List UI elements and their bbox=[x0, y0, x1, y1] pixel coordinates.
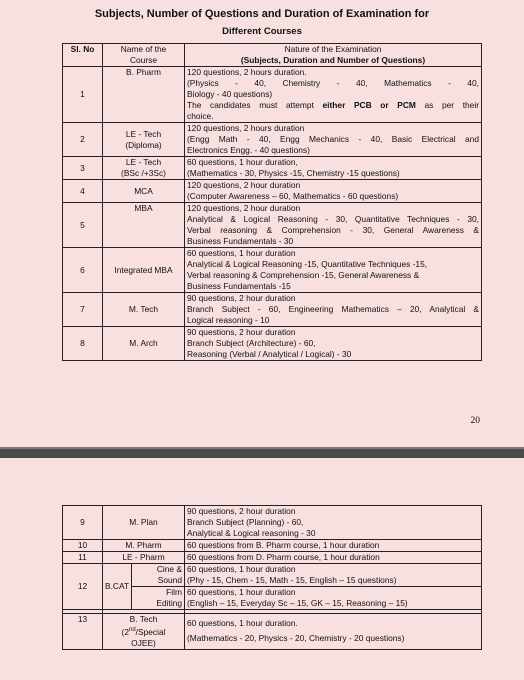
course-name: Integrated MBA bbox=[114, 264, 173, 275]
nature-cell bbox=[185, 506, 482, 540]
course-specialization: Sound bbox=[132, 575, 184, 587]
header-nature bbox=[185, 44, 482, 67]
sl-no-cell: 12 bbox=[63, 564, 103, 610]
table-row bbox=[63, 552, 482, 564]
table-row bbox=[63, 157, 482, 180]
nature-line: (Physics - 40, Chemistry - 40, Mathematics - 40, bbox=[187, 78, 479, 88]
table-header-row bbox=[63, 44, 482, 67]
table-row bbox=[63, 614, 482, 650]
sl-no-cell: 9 bbox=[63, 506, 103, 540]
table-row bbox=[63, 506, 482, 540]
nature-cell bbox=[185, 614, 482, 650]
course-name: M. Arch bbox=[129, 338, 158, 348]
nature-line: Electronics Engg. - 40 questions) bbox=[187, 145, 310, 155]
course-cell bbox=[103, 327, 185, 361]
nature-line: (Engg Math - 40, Engg Mechanics - 40, Basic Electrical and bbox=[187, 134, 479, 144]
nature-line: Verbal reasoning & Comprehension - 30, General Awareness & bbox=[187, 225, 479, 235]
header-course-line: Course bbox=[130, 55, 157, 65]
course-cell bbox=[103, 552, 185, 564]
table-row bbox=[63, 293, 482, 327]
nature-line: Branch Subject - 60, Engineering Mathematics – 20, Analytical & bbox=[187, 304, 479, 314]
table-row bbox=[63, 180, 482, 203]
nature-line: (Phy - 15, Chem - 15, Math - 15, English – 15 questions) bbox=[185, 575, 481, 587]
sl-no-cell: 3 bbox=[63, 157, 103, 180]
course-name: OJEE) bbox=[131, 637, 156, 648]
nature-line: Branch Subject (Architecture) - 60, bbox=[187, 338, 316, 348]
course-name: B.CAT bbox=[103, 564, 132, 609]
nature-line: 60 questions, 1 hour duration, bbox=[187, 157, 298, 167]
course-name: MCA bbox=[134, 185, 153, 196]
course-cell bbox=[103, 157, 185, 180]
course-cell bbox=[103, 540, 185, 552]
sl-no-cell: 8 bbox=[63, 327, 103, 361]
nature-cell bbox=[185, 123, 482, 157]
course-cell bbox=[103, 248, 185, 293]
course-name: LE - Tech bbox=[125, 157, 162, 167]
nature-cell bbox=[185, 67, 482, 123]
nature-line: 60 questions, 1 hour duration. bbox=[187, 618, 298, 629]
course-name: M. Tech bbox=[128, 304, 159, 314]
nature-line: (English – 15, Everyday Sc – 15, GK – 15, Reasoning – 15) bbox=[187, 598, 408, 608]
course-name: LE - Tech bbox=[125, 128, 162, 139]
course-name: (BSc /+3Sc) bbox=[121, 168, 166, 178]
nature-line: 60 questions, 1 hour duration bbox=[187, 587, 296, 597]
table-row bbox=[63, 67, 482, 123]
nature-line: 120 questions, 2 hours duration bbox=[187, 123, 305, 133]
nature-line: 90 questions, 2 hour duration bbox=[187, 327, 296, 337]
table-row bbox=[63, 564, 482, 610]
nature-line: 120 questions, 2 hour duration bbox=[187, 203, 301, 213]
course-name: B. Pharm bbox=[126, 67, 161, 77]
table-row bbox=[63, 123, 482, 157]
nature-line: The candidates must attempt either PCB or PCM as per their bbox=[187, 100, 479, 110]
sl-no-cell: 7 bbox=[63, 293, 103, 327]
sl-no-cell: 1 bbox=[63, 67, 103, 123]
sl-no-cell: 10 bbox=[63, 540, 103, 552]
nature-cell bbox=[185, 157, 482, 180]
course-cell bbox=[103, 293, 185, 327]
course-name: MBA bbox=[134, 203, 153, 213]
nature-line: (Mathematics - 20, Physics - 20, Chemistry - 20 questions) bbox=[187, 633, 405, 644]
page-title: Subjects, Number of Questions and Duration of Examination for bbox=[94, 8, 430, 20]
course-cell bbox=[103, 614, 185, 650]
nature-line: choice. bbox=[187, 111, 214, 121]
nature-line: Biology - 40 questions) bbox=[187, 89, 273, 99]
nature-line: 60 questions, 1 hour duration bbox=[187, 248, 296, 258]
sl-no-cell: 2 bbox=[63, 123, 103, 157]
course-cell bbox=[103, 506, 185, 540]
sl-no-cell: 4 bbox=[63, 180, 103, 203]
header-nature-line: (Subjects, Duration and Number of Questions) bbox=[240, 55, 426, 65]
nature-line: (Mathematics - 30, Physics -15, Chemistry -15 questions) bbox=[187, 168, 400, 178]
course-specialization: Editing bbox=[156, 598, 182, 608]
sl-no-cell: 11 bbox=[63, 552, 103, 564]
exam-table bbox=[62, 43, 482, 361]
nature-cell bbox=[185, 564, 482, 610]
page-subtitle: Different Courses bbox=[222, 26, 302, 37]
header-course bbox=[103, 44, 185, 67]
course-name: B. Tech bbox=[129, 614, 158, 624]
nature-line: Verbal reasoning & Comprehension -15, General Awareness & bbox=[187, 270, 420, 280]
nature-cell bbox=[185, 552, 482, 564]
exam-table-continued bbox=[62, 505, 482, 650]
nature-line: 120 questions, 2 hour duration bbox=[187, 180, 301, 190]
course-specialization: Film bbox=[166, 587, 182, 597]
nature-line: 120 questions, 2 hours duration. bbox=[187, 67, 307, 77]
table-row bbox=[63, 327, 482, 361]
nature-cell bbox=[185, 248, 482, 293]
header-sl-no: Sl. No bbox=[63, 44, 103, 67]
sl-no-cell: 6 bbox=[63, 248, 103, 293]
sl-no-cell: 5 bbox=[63, 203, 103, 248]
table-row bbox=[63, 203, 482, 248]
nature-cell bbox=[185, 540, 482, 552]
table-row bbox=[63, 248, 482, 293]
course-cell bbox=[103, 67, 185, 123]
header-course-line: Name of the bbox=[120, 44, 167, 54]
course-name: LE - Pharm bbox=[122, 552, 165, 562]
course-name: M. Plan bbox=[129, 517, 158, 527]
nature-line: Business Fundamentals -15 bbox=[187, 281, 291, 291]
page-number: 20 bbox=[470, 416, 480, 426]
nature-line: 90 questions, 2 hour duration bbox=[187, 506, 296, 516]
nature-line: 60 questions, 1 hour duration bbox=[187, 564, 296, 574]
nature-line: Reasoning (Verbal / Analytical / Logical) - 30 bbox=[187, 349, 352, 359]
nature-line: 60 questions from D. Pharm course, 1 hour duration bbox=[187, 552, 380, 562]
course-cell bbox=[103, 123, 185, 157]
course-name: (2nd/Special bbox=[121, 626, 166, 637]
header-nature-line: Nature of the Examination bbox=[284, 44, 382, 54]
nature-line: Logical reasoning - 10 bbox=[187, 315, 270, 325]
course-name: (Diploma) bbox=[125, 139, 162, 150]
nature-line: 60 questions from B. Pharm course, 1 hour duration bbox=[187, 540, 380, 550]
nature-line: Branch Subject (Planning) - 60, bbox=[187, 517, 304, 527]
nature-line: Analytical & Logical reasoning - 30 bbox=[187, 528, 316, 538]
sl-no-cell: 13 bbox=[63, 614, 103, 650]
nature-cell bbox=[185, 327, 482, 361]
table-row bbox=[63, 540, 482, 552]
course-specialization: Cine & bbox=[156, 564, 182, 574]
nature-line: Analytical & Logical Reasoning - 30, Quantitative Techniques - 30, bbox=[187, 214, 479, 224]
nature-line: Business Fundamentals - 30 bbox=[187, 236, 294, 246]
nature-cell bbox=[185, 293, 482, 327]
course-name: M. Pharm bbox=[125, 540, 162, 550]
nature-cell bbox=[185, 180, 482, 203]
document-page-2 bbox=[0, 458, 524, 680]
course-cell bbox=[103, 564, 185, 610]
nature-cell bbox=[185, 203, 482, 248]
nature-line: (Computer Awareness – 60, Mathematics - 60 questions) bbox=[187, 191, 399, 201]
nature-line: 90 questions, 2 hour duration bbox=[187, 293, 296, 303]
nature-line: Analytical & Logical Reasoning -15, Quantitative Techniques -15, bbox=[187, 259, 428, 269]
course-cell bbox=[103, 180, 185, 203]
page-separator bbox=[0, 447, 524, 458]
course-cell bbox=[103, 203, 185, 248]
